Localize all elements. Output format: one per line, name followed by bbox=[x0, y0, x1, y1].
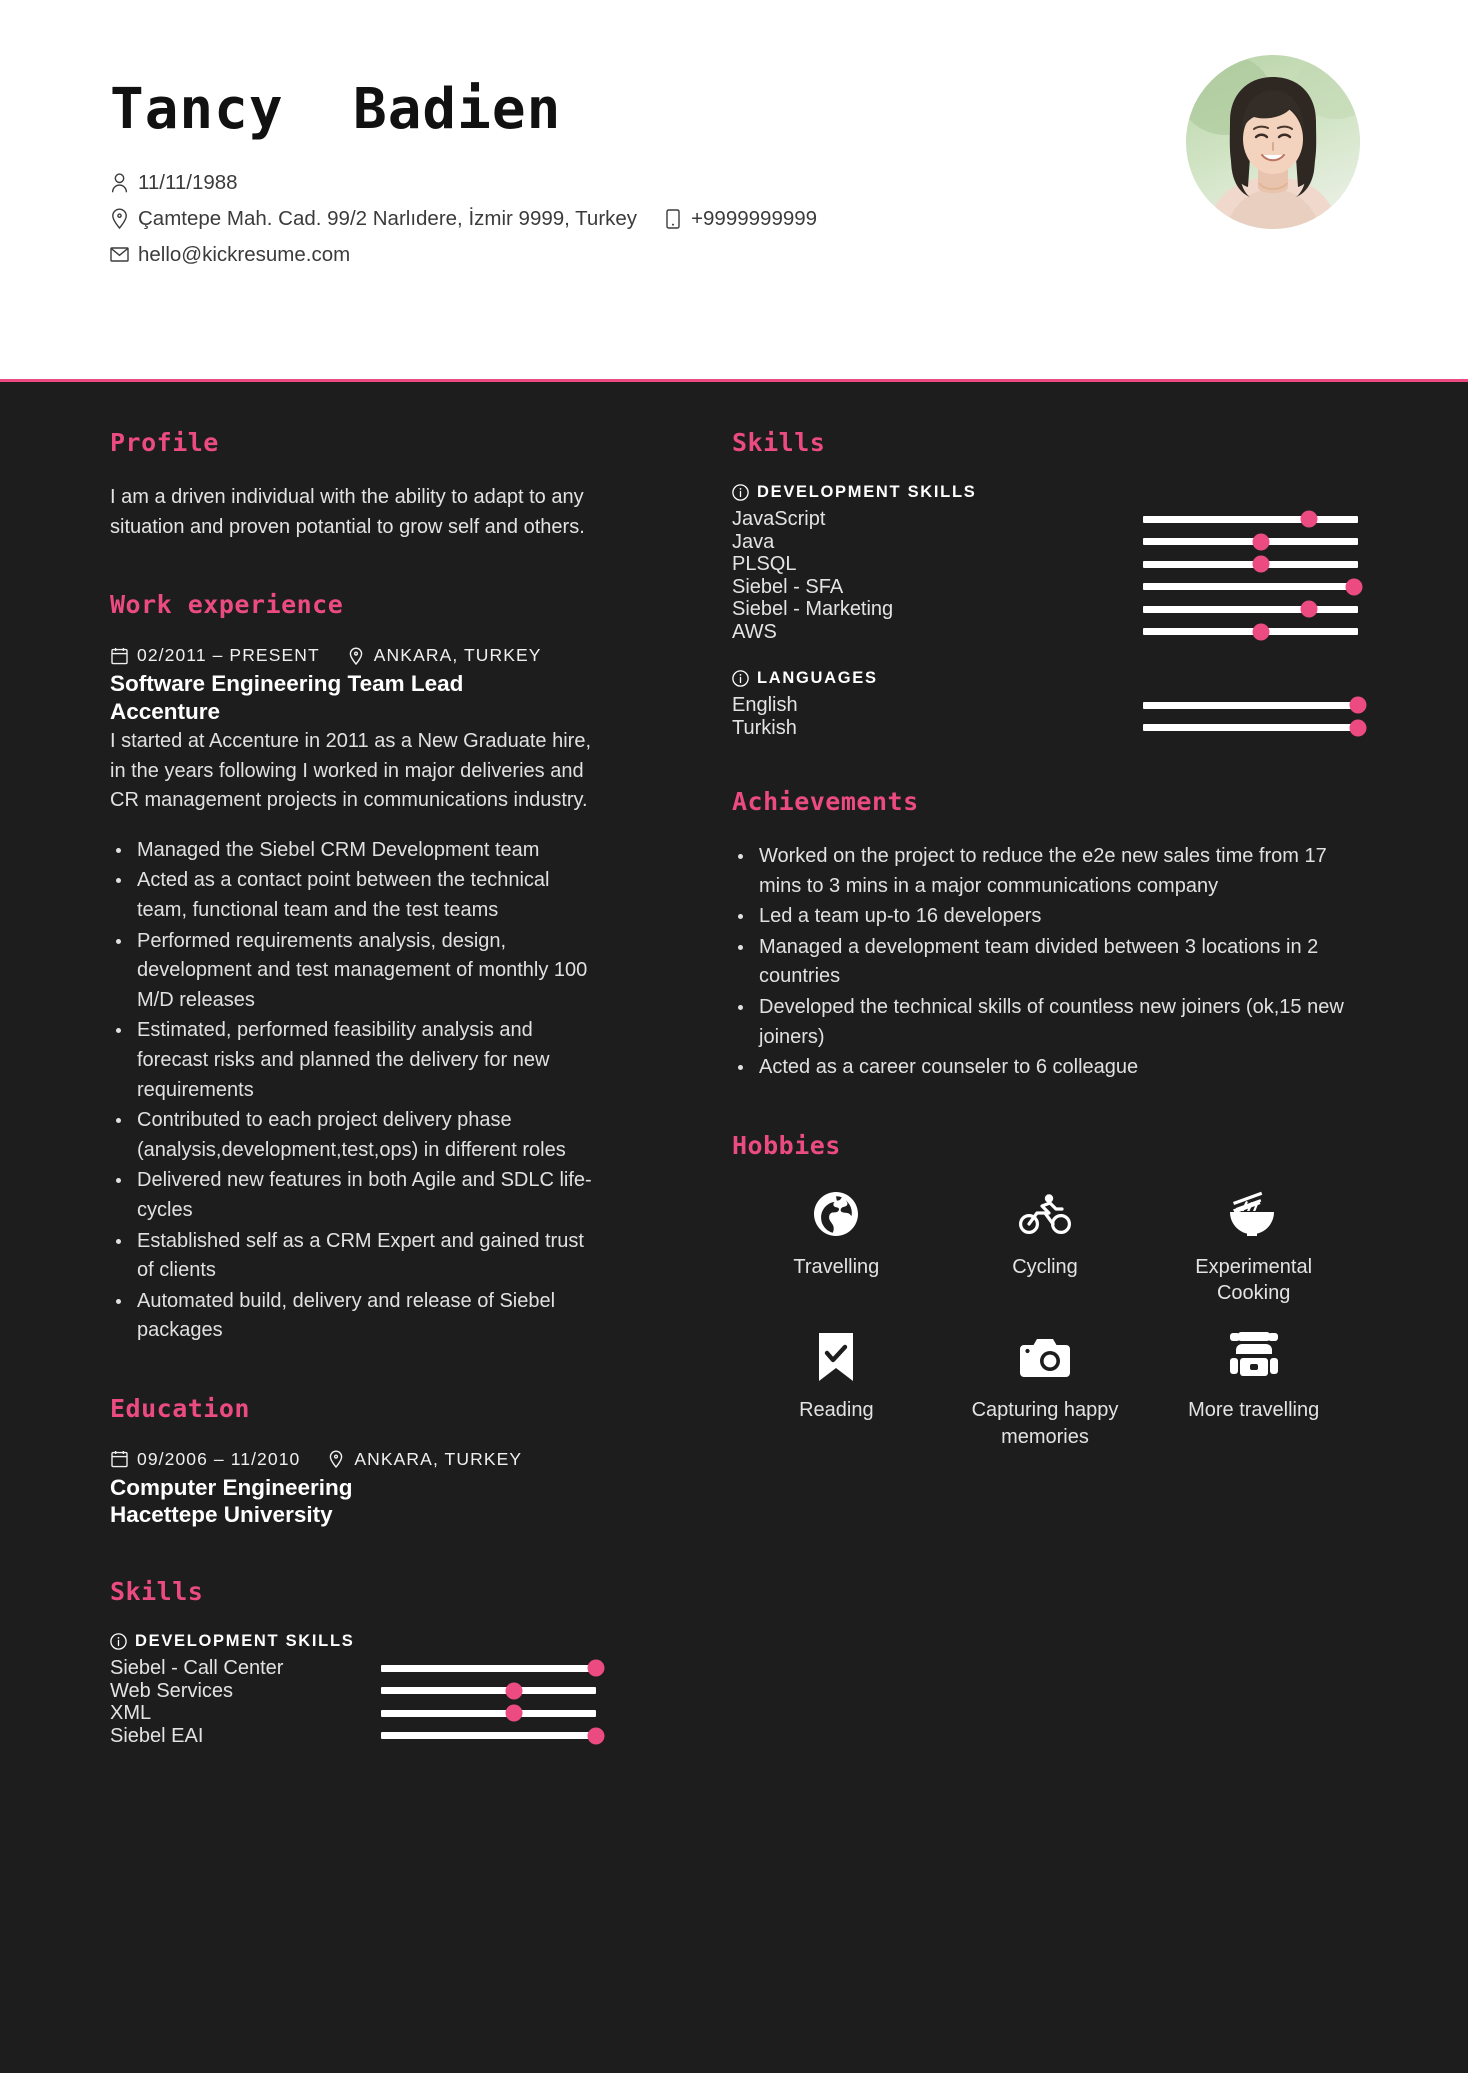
section-hobbies bbox=[732, 1131, 1358, 1450]
skill-dot bbox=[1253, 533, 1270, 550]
contact-phone-text: +9999999999 bbox=[691, 207, 818, 231]
list-item: Managed the Siebel CRM Development team bbox=[110, 836, 596, 866]
resume-header bbox=[0, 0, 1468, 382]
list-item: Estimated, performed feasibility analysis and forecast risks and planned the delivery for new requirements bbox=[110, 1016, 596, 1105]
contact-row-email bbox=[110, 240, 1358, 270]
list-item: Acted as a contact point between the technical team, functional team and the test teams bbox=[110, 866, 596, 925]
hobbies-grid bbox=[732, 1186, 1358, 1450]
calendar-icon bbox=[110, 646, 128, 665]
skill-row bbox=[732, 576, 1358, 599]
education-entry-location: ANKARA, TURKEY bbox=[354, 1448, 523, 1469]
work-entry-meta bbox=[110, 645, 596, 666]
skill-row bbox=[110, 1657, 596, 1680]
hobby-label: Capturing happy memories bbox=[971, 1398, 1119, 1448]
skill-dot bbox=[1300, 511, 1317, 528]
skill-track bbox=[1143, 628, 1358, 635]
skill-group-label-text: LANGUAGES bbox=[757, 669, 878, 687]
skill-track bbox=[381, 1687, 596, 1694]
contact-email-text: hello@kickresume.com bbox=[138, 242, 351, 266]
resume-body bbox=[0, 382, 1468, 2073]
skill-level-slider[interactable] bbox=[381, 1657, 596, 1679]
skill-row bbox=[110, 1679, 596, 1702]
section-skills-right bbox=[732, 428, 1358, 739]
person-icon bbox=[110, 172, 129, 194]
contact-birthdate bbox=[110, 168, 238, 198]
skill-track bbox=[381, 1665, 596, 1672]
backpack-icon bbox=[1226, 1329, 1282, 1385]
skill-group bbox=[110, 1632, 596, 1747]
achievements-bullets bbox=[732, 842, 1358, 1083]
work-entry-description: I started at Accenture in 2011 as a New Graduate hire, in the years following I worked in major deliveries and CR management projects in communications industry. bbox=[110, 730, 592, 812]
contact-phone bbox=[663, 204, 817, 234]
skill-group-label bbox=[732, 483, 1358, 502]
skill-track bbox=[381, 1732, 596, 1739]
section-title-hobbies: Hobbies bbox=[732, 1130, 841, 1160]
globe-icon bbox=[808, 1186, 864, 1242]
skill-name: English bbox=[732, 694, 798, 717]
calendar-icon bbox=[110, 1450, 128, 1469]
list-item: Worked on the project to reduce the e2e new sales time from 17 mins to 3 mins in a major communications company bbox=[732, 842, 1358, 901]
work-entry-bullets bbox=[110, 836, 596, 1346]
skill-level-slider[interactable] bbox=[381, 1702, 596, 1724]
skill-dot bbox=[1350, 697, 1367, 714]
hobby-label: Travelling bbox=[793, 1255, 880, 1278]
page-title: Tancy Badien bbox=[110, 77, 562, 142]
skill-name: Siebel EAI bbox=[110, 1724, 204, 1747]
skill-level-slider[interactable] bbox=[1143, 694, 1358, 716]
skill-name: Siebel - Call Center bbox=[110, 1657, 284, 1680]
skill-level-slider[interactable] bbox=[381, 1680, 596, 1702]
bicycle-icon bbox=[1017, 1186, 1073, 1242]
location-pin-icon bbox=[110, 208, 129, 230]
skill-level-slider[interactable] bbox=[1143, 576, 1358, 598]
skill-dot bbox=[1350, 719, 1367, 736]
section-title-education: Education bbox=[110, 1393, 250, 1423]
education-entry bbox=[110, 1449, 596, 1529]
skill-name: Siebel - SFA bbox=[732, 575, 844, 598]
hobby-label: Reading bbox=[799, 1398, 874, 1421]
section-work-experience bbox=[110, 590, 596, 1346]
work-entry-company: Accenture bbox=[110, 698, 221, 724]
skill-group-label bbox=[732, 669, 1358, 688]
hobby-item-travelling bbox=[732, 1186, 941, 1307]
section-achievements bbox=[732, 787, 1358, 1083]
list-item: Managed a development team divided between 3 locations in 2 countries bbox=[732, 933, 1358, 992]
skill-row bbox=[732, 621, 1358, 644]
list-item: Automated build, delivery and release of Siebel packages bbox=[110, 1287, 596, 1346]
skill-level-slider[interactable] bbox=[1143, 508, 1358, 530]
contact-email[interactable] bbox=[110, 240, 350, 270]
skill-name: Web Services bbox=[110, 1679, 234, 1702]
left-column bbox=[0, 428, 636, 2013]
location-pin-icon bbox=[327, 1450, 345, 1469]
hobby-label: Cycling bbox=[1012, 1255, 1078, 1278]
hobby-item-cycling bbox=[941, 1186, 1150, 1307]
skill-dot bbox=[588, 1660, 605, 1677]
skill-track bbox=[1143, 516, 1358, 523]
education-entry-degree: Computer Engineering bbox=[110, 1474, 353, 1500]
skill-level-slider[interactable] bbox=[1143, 598, 1358, 620]
education-entry-dates: 09/2006 – 11/2010 bbox=[137, 1448, 301, 1469]
skill-name: JavaScript bbox=[732, 508, 826, 531]
section-profile bbox=[110, 428, 596, 542]
section-skills-left bbox=[110, 1577, 596, 1747]
section-education bbox=[110, 1394, 596, 1529]
skill-level-slider[interactable] bbox=[1143, 531, 1358, 553]
list-item: Delivered new features in both Agile and SDLC life-cycles bbox=[110, 1166, 596, 1225]
hobby-label: More travelling bbox=[1188, 1398, 1320, 1421]
skill-name: XML bbox=[110, 1702, 152, 1725]
education-entry-school: Hacettepe University bbox=[110, 1502, 333, 1528]
camera-icon bbox=[1017, 1329, 1073, 1385]
skill-level-slider[interactable] bbox=[1143, 553, 1358, 575]
skill-name: PLSQL bbox=[732, 553, 797, 576]
contact-address bbox=[110, 204, 637, 234]
skill-track bbox=[1143, 583, 1358, 590]
skill-track bbox=[1143, 702, 1358, 709]
contact-block bbox=[110, 168, 1358, 269]
profile-text: I am a driven individual with the ability to adapt to any situation and proven potantial to grow self and others. bbox=[110, 486, 585, 538]
skill-track bbox=[381, 1710, 596, 1717]
contact-address-text: Çamtepe Mah. Cad. 99/2 Narlıdere, İzmir 9999, Turkey bbox=[138, 207, 638, 231]
hobby-item-more-travelling bbox=[1149, 1329, 1358, 1450]
work-entry-position: Software Engineering Team Lead bbox=[110, 671, 464, 697]
skill-name: Siebel - Marketing bbox=[732, 598, 894, 621]
info-icon bbox=[732, 484, 749, 501]
section-title-achievements: Achievements bbox=[732, 787, 919, 816]
noodle-bowl-icon bbox=[1226, 1186, 1282, 1242]
bookmark-check-icon bbox=[808, 1329, 864, 1385]
phone-icon bbox=[663, 208, 682, 230]
info-icon bbox=[110, 1633, 127, 1650]
right-column bbox=[636, 428, 1468, 2013]
skill-track bbox=[1143, 538, 1358, 545]
skill-level-slider[interactable] bbox=[1143, 621, 1358, 643]
skill-row bbox=[110, 1702, 596, 1725]
skill-row bbox=[110, 1724, 596, 1747]
group-spacer bbox=[732, 643, 1358, 669]
skill-level-slider[interactable] bbox=[381, 1725, 596, 1747]
skill-track bbox=[1143, 561, 1358, 568]
skill-row bbox=[732, 717, 1358, 740]
skill-dot bbox=[506, 1705, 523, 1722]
work-entry-dates: 02/2011 – PRESENT bbox=[137, 645, 320, 666]
skill-dot bbox=[506, 1682, 523, 1699]
section-title-profile: Profile bbox=[110, 428, 219, 457]
skill-row bbox=[732, 553, 1358, 576]
skill-group-languages bbox=[732, 669, 1358, 739]
skill-name: Turkish bbox=[732, 716, 797, 739]
list-item: Acted as a career counseler to 6 colleague bbox=[732, 1053, 1358, 1083]
skill-dot bbox=[1345, 578, 1362, 595]
skill-dot bbox=[588, 1727, 605, 1744]
envelope-icon bbox=[110, 244, 129, 266]
section-title-skills-right: Skills bbox=[732, 428, 826, 457]
work-entry bbox=[110, 645, 596, 1346]
skill-row bbox=[732, 508, 1358, 531]
skill-name: Java bbox=[732, 530, 775, 553]
contact-birthdate-text: 11/11/1988 bbox=[138, 171, 238, 195]
contact-row-address-phone bbox=[110, 204, 1358, 234]
skill-track bbox=[1143, 606, 1358, 613]
list-item: Led a team up-to 16 developers bbox=[732, 902, 1358, 932]
contact-row-birthdate bbox=[110, 168, 1358, 198]
skill-row bbox=[732, 694, 1358, 717]
skill-row bbox=[732, 531, 1358, 554]
skill-level-slider[interactable] bbox=[1143, 717, 1358, 739]
skill-row bbox=[732, 598, 1358, 621]
skill-dot bbox=[1300, 601, 1317, 618]
hobby-item-capturing bbox=[941, 1329, 1150, 1450]
location-pin-icon bbox=[347, 646, 365, 665]
skill-dot bbox=[1253, 556, 1270, 573]
hobby-item-cooking bbox=[1149, 1186, 1358, 1307]
list-item: Developed the technical skills of countless new joiners (ok,15 new joiners) bbox=[732, 993, 1358, 1052]
info-icon bbox=[732, 670, 749, 687]
skill-group-label-text: DEVELOPMENT SKILLS bbox=[757, 483, 977, 501]
skill-dot bbox=[1253, 623, 1270, 640]
avatar bbox=[1186, 55, 1360, 229]
section-title-skills-left: Skills bbox=[110, 1576, 204, 1606]
hobby-label: Experimental Cooking bbox=[1195, 1255, 1313, 1305]
list-item: Performed requirements analysis, design, development and test management of monthly 100 M/D releases bbox=[110, 927, 596, 1016]
skill-group-development bbox=[732, 483, 1358, 643]
avatar-photo bbox=[1186, 55, 1360, 229]
list-item: Established self as a CRM Expert and gained trust of clients bbox=[110, 1227, 596, 1286]
skill-track bbox=[1143, 724, 1358, 731]
education-entry-meta bbox=[110, 1449, 596, 1470]
work-entry-location: ANKARA, TURKEY bbox=[373, 645, 542, 666]
section-title-work: Work experience bbox=[110, 590, 344, 620]
skill-name: AWS bbox=[732, 620, 777, 643]
list-item: Contributed to each project delivery phase (analysis,development,test,ops) in different roles bbox=[110, 1106, 596, 1165]
skill-group-label bbox=[110, 1632, 596, 1651]
hobby-item-reading bbox=[732, 1329, 941, 1450]
skill-group-label-text: DEVELOPMENT SKILLS bbox=[135, 1631, 355, 1650]
